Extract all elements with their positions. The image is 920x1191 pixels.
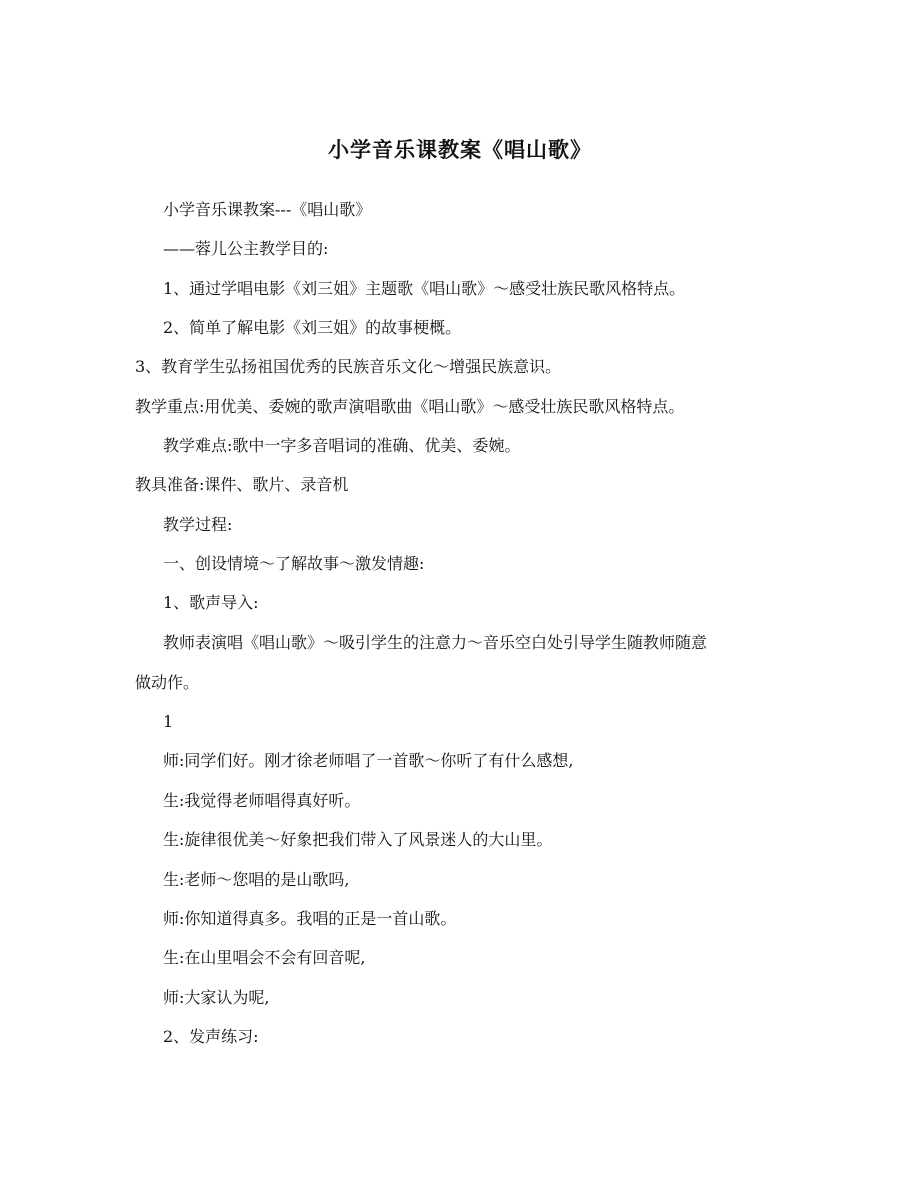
objective-3: 3、教育学生弘扬祖国优秀的民族音乐文化～增强民族意识。: [135, 357, 562, 376]
step-1-description-cont: 做动作。: [135, 673, 200, 692]
teaching-focus: 教学重点:用优美、委婉的歌声演唱歌曲《唱山歌》～感受壮族民歌风格特点。: [135, 397, 685, 416]
step-1-heading: 1、歌声导入:: [163, 593, 259, 612]
author-objectives-line: ——蓉儿公主教学目的:: [163, 239, 329, 258]
teaching-process-heading: 教学过程:: [163, 515, 233, 534]
document-title: 小学音乐课教案《唱山歌》: [328, 137, 592, 162]
dialogue-line: 生:在山里唱会不会有回音呢,: [163, 948, 366, 967]
step-2-heading: 2、发声练习:: [163, 1027, 259, 1046]
step-1-description: 教师表演唱《唱山歌》～吸引学生的注意力～音乐空白处引导学生随教师随意: [163, 633, 708, 652]
objective-2: 2、简单了解电影《刘三姐》的故事梗概。: [163, 318, 462, 337]
subtitle-line: 小学音乐课教案---《唱山歌》: [163, 200, 372, 219]
page-number: 1: [163, 712, 174, 731]
teaching-aids: 教具准备:课件、歌片、录音机: [135, 475, 349, 494]
dialogue-line: 生:老师～您唱的是山歌吗,: [163, 870, 350, 889]
dialogue-line: 生:我觉得老师唱得真好听。: [163, 791, 361, 810]
dialogue-line: 师:同学们好。刚才徐老师唱了一首歌～你听了有什么感想,: [163, 751, 574, 770]
dialogue-line: 师:大家认为呢,: [163, 988, 270, 1007]
objective-1: 1、通过学唱电影《刘三姐》主题歌《唱山歌》～感受壮族民歌风格特点。: [163, 279, 686, 298]
dialogue-line: 师:你知道得真多。我唱的正是一首山歌。: [163, 909, 457, 928]
section-1-heading: 一、创设情境～了解故事～激发情趣:: [163, 554, 425, 573]
teaching-difficulty: 教学难点:歌中一字多音唱词的准确、优美、委婉。: [163, 436, 521, 455]
dialogue-line: 生:旋律很优美～好象把我们带入了风景迷人的大山里。: [163, 830, 553, 849]
